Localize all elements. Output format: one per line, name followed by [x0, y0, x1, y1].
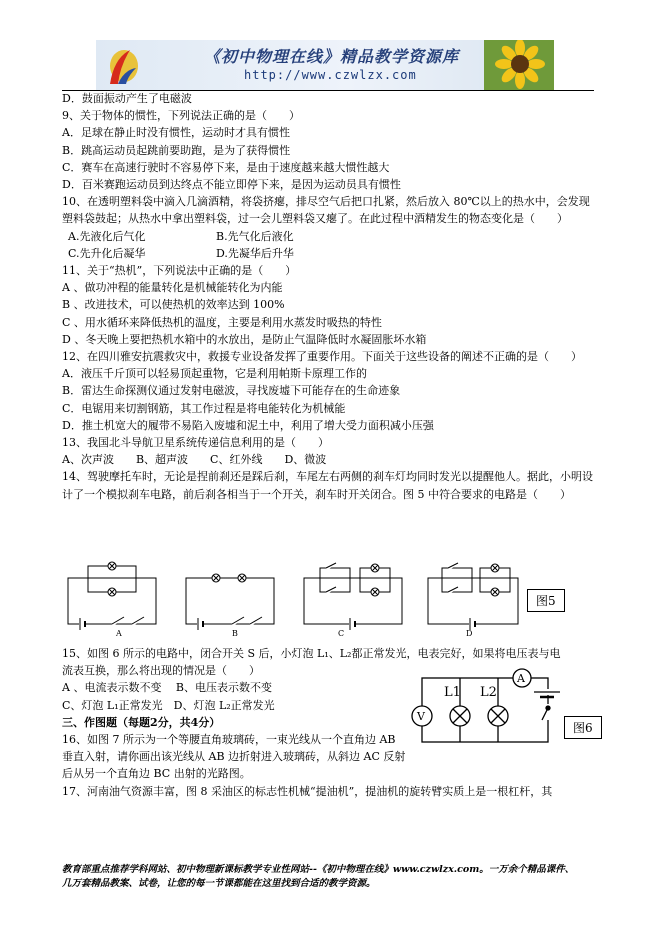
footer-line2: 几万套精品教案、试卷，让您的每一节课都能在这里找到合适的教学资源。 [62, 878, 376, 889]
footer-line1: 教育部重点推荐学科网站、初中物理新课标教学专业性网站--《初中物理在线》www.czwlzx.com。一万余个精品课件、 [62, 864, 575, 875]
question-16-line3: 后从另一个直角边 BC 出射的光路图。 [62, 767, 251, 781]
lamp-l2-label: L2 [480, 685, 497, 700]
option-12b: B．雷达生命探测仪通过发射电磁波，寻找废墟下可能存在的生命迹象 [62, 384, 401, 398]
question-10: 10、在透明塑料袋中滴入几滴酒精，将袋挤瘪，排尽空气后把口扎紧，然后放入 80℃以上的热水中，会发现塑料袋鼓起；从热水中拿出塑料袋，过一会儿塑料袋又瘪了。在此过程中酒精发生的物态变化是（ ） [62, 195, 590, 226]
header-url[interactable]: http://www.czwlzx.com [244, 68, 417, 82]
option-10a: A.先液化后气化 [68, 229, 146, 243]
circuit-a [68, 562, 156, 638]
options-15-row2: C、灯泡 L₁正常发光 D、灯泡 L₂正常发光 [62, 698, 275, 712]
option-10c: C.先升化后凝华 [68, 246, 146, 260]
circuit-label-c: C [338, 629, 345, 638]
voltmeter-label: V [417, 710, 425, 723]
question-12: 12、在四川雅安抗震救灾中，救援专业设备发挥了重要作用。下面关于这些设备的阐述不正确的是（ ） [62, 350, 582, 364]
option-10d: D.先凝华后升华 [216, 246, 294, 260]
question-9: 9、关于物体的惯性，下列说法正确的是（ ） [62, 109, 300, 123]
option-11a: A 、做功冲程的能量转化是机械能转化为内能 [62, 281, 283, 295]
option-12a: A．液压千斤顶可以轻易顶起重物，它是利用帕斯卡原理工作的 [62, 367, 367, 381]
options-10-row1 [62, 228, 596, 245]
option-12c: C．电锯用来切割钢筋，其工作过程是将电能转化为机械能 [62, 401, 346, 415]
figure6-label: 图6 [564, 716, 602, 739]
page-footer [62, 863, 596, 891]
header-title: 《初中物理在线》精品教学资源库 [204, 47, 460, 66]
text-line: D．鼓面振动产生了电磁波 [62, 92, 192, 105]
circuit-b [186, 574, 274, 638]
section-3-heading: 三、作图题（每题2分，共4分） [62, 715, 221, 729]
circuit-c [304, 562, 402, 638]
options-15-row1: A 、电流表示数不变 B、电压表示数不变 [62, 681, 273, 695]
options-10-row2 [62, 245, 596, 262]
figure5-circuits [62, 560, 522, 640]
ammeter-label: A [517, 672, 525, 685]
circuit-label-d: D [466, 629, 473, 638]
lamp-l1-label: L1 [444, 685, 461, 700]
document-body [62, 90, 596, 503]
option-9b: B．跳高运动员起跳前要助跑，是为了获得惯性 [62, 143, 291, 157]
question-11: 11、关于“热机”，下列说法中正确的是（ ） [62, 264, 297, 278]
circuit-label-a: A [116, 629, 122, 638]
question-15-line1: 15、如图 6 所示的电路中，闭合开关 S 后，小灯泡 L₁、L₂都正常发光，电表完好，如果将电压表与电 [62, 647, 561, 660]
circuit-d [428, 562, 518, 638]
question-17: 17、河南油气资源丰富，图 8 采油区的标志性机械“提油机”，提油机的旋转臂实质上是一根杠杆，其 [62, 784, 553, 798]
option-11d: D 、冬天晚上要把热机水箱中的水放出，是防止气温降低时水凝固胀坏水箱 [62, 332, 427, 346]
figure6-circuit [410, 664, 560, 750]
options-13: A、次声波 B、超声波 C、红外线 D、微波 [62, 453, 327, 467]
option-11b: B 、改进技术，可以使热机的效率达到 100% [62, 298, 285, 312]
header-banner [96, 40, 554, 90]
circuit-label-b: B [232, 629, 238, 638]
option-9a: A．足球在静止时没有惯性，运动时才具有惯性 [62, 126, 290, 140]
option-11c: C 、用水循环来降低热机的温度，主要是利用水蒸发时吸热的特性 [62, 315, 382, 329]
question-16-line2: 垂直入射，请你画出该光线从 AB 边折射进入玻璃砖，从斜边 AC 反射 [62, 750, 406, 764]
option-12d: D．推土机宽大的履带不易陷入废墟和泥土中，利用了增大受力面积减小压强 [62, 418, 434, 432]
option-10b: B.先气化后液化 [216, 229, 294, 243]
question-13: 13、我国北斗导航卫星系统传递信息利用的是（ ） [62, 436, 329, 450]
question-16-line1: 16、如图 7 所示为一个等腰直角玻璃砖，一束光线从一个直角边 AB [62, 733, 396, 747]
option-9d: D．百米赛跑运动员到达终点不能立即停下来，是因为运动员具有惯性 [62, 178, 401, 192]
option-9c: C．赛车在高速行驶时不容易停下来，是由于速度越来越大惯性越大 [62, 160, 390, 174]
site-logo-icon [104, 44, 140, 86]
question-14: 14、驾驶摩托车时，无论是捏前刹还是踩后刹，车尾左右两侧的刹车灯均同时发光以提醒他人。据此，小明设计了一个模拟刹车电路，前后刹各相当于一个开关，刹车时开关闭合。图 5 中符合要求的电路是（ ） [62, 470, 593, 501]
figure5-label: 图5 [527, 589, 565, 612]
question-15-line2: 流表互换，那么将出现的情况是（ ） [62, 664, 260, 678]
sunflower-icon [484, 40, 554, 90]
